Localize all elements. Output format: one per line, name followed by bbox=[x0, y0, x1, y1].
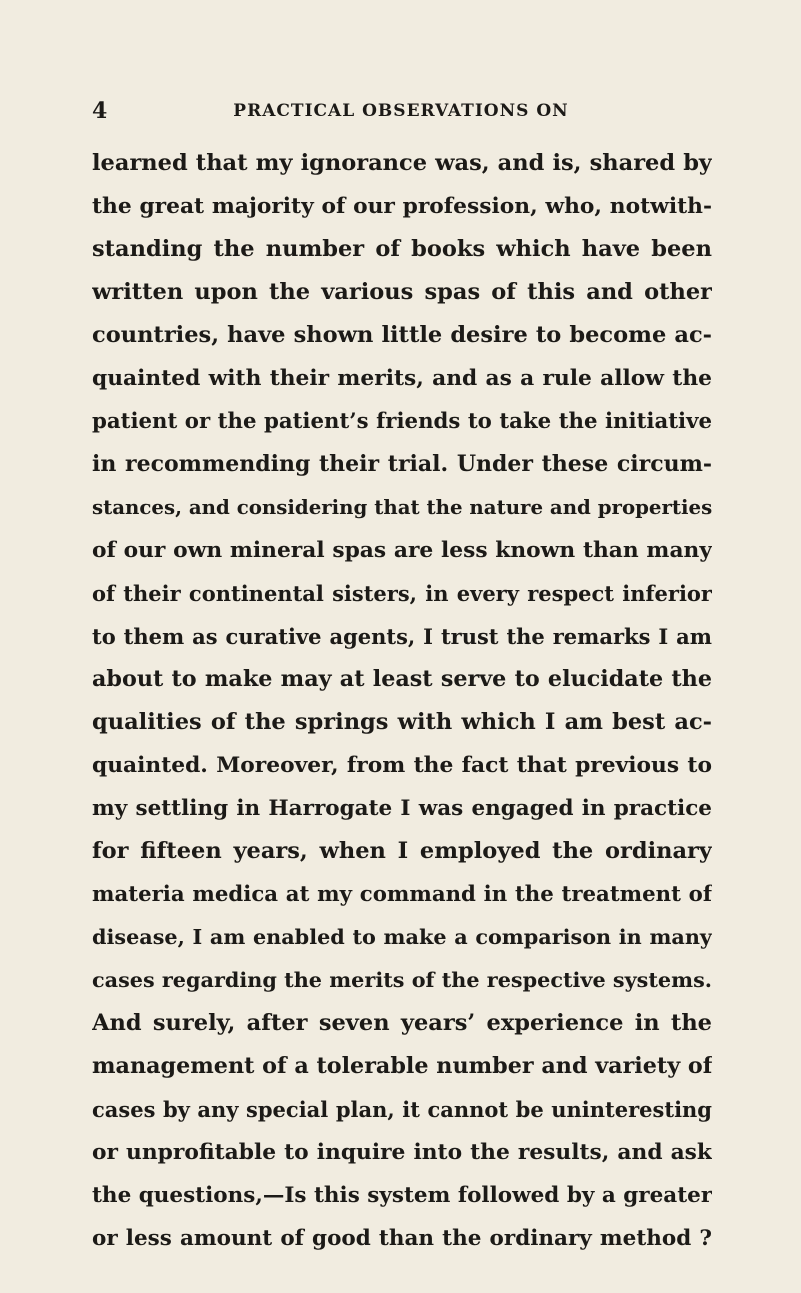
text-line: in recommending their trial. Under these circum- bbox=[92, 451, 712, 477]
text-line: about to make may at least serve to elucidate the bbox=[92, 666, 712, 692]
text-line: stances, and considering that the nature and properties bbox=[92, 495, 712, 519]
text-line: quainted with their merits, and as a rule allow the bbox=[92, 366, 712, 391]
text-line: the great majority of our profession, who, notwith- bbox=[92, 194, 712, 219]
text-line: written upon the various spas of this and other bbox=[92, 279, 712, 305]
text-line: quainted. Moreover, from the fact that previous to bbox=[92, 753, 712, 778]
body-text bbox=[92, 142, 712, 1260]
page-header bbox=[92, 96, 710, 126]
text-line: learned that my ignorance was, and is, shared by bbox=[92, 150, 712, 176]
text-line: to them as curative agents, I trust the remarks I am bbox=[92, 624, 712, 649]
running-head: PRACTICAL OBSERVATIONS ON bbox=[233, 101, 569, 121]
text-line: or unprofitable to inquire into the results, and ask bbox=[92, 1140, 712, 1165]
text-line: cases regarding the merits of the respective systems. bbox=[92, 968, 712, 992]
text-line: or less amount of good than the ordinary method ? bbox=[92, 1226, 712, 1251]
text-line: standing the number of books which have been bbox=[92, 236, 712, 262]
text-line: patient or the patient’s friends to take the initiative bbox=[92, 409, 712, 434]
text-line: cases by any special plan, it cannot be uninteresting bbox=[92, 1097, 712, 1122]
page-number: 4 bbox=[92, 98, 108, 124]
text-line: of their continental sisters, in every respect inferior bbox=[92, 581, 712, 606]
text-line: qualities of the springs with which I am best ac- bbox=[92, 709, 712, 735]
text-line: management of a tolerable number and variety of bbox=[92, 1053, 712, 1079]
text-line: materia medica at my command in the treatment of bbox=[92, 882, 712, 907]
text-line: for fifteen years, when I employed the ordinary bbox=[92, 838, 712, 864]
text-line: And surely, after seven years’ experience in the bbox=[92, 1010, 712, 1036]
text-line: the questions,—Is this system followed by a greater bbox=[92, 1183, 712, 1208]
text-line: disease, I am enabled to make a comparison in many bbox=[92, 925, 712, 949]
text-line: countries, have shown little desire to become ac- bbox=[92, 322, 712, 348]
text-line: my settling in Harrogate I was engaged in practice bbox=[92, 796, 712, 821]
text-line: of our own mineral spas are less known than many bbox=[92, 538, 712, 563]
